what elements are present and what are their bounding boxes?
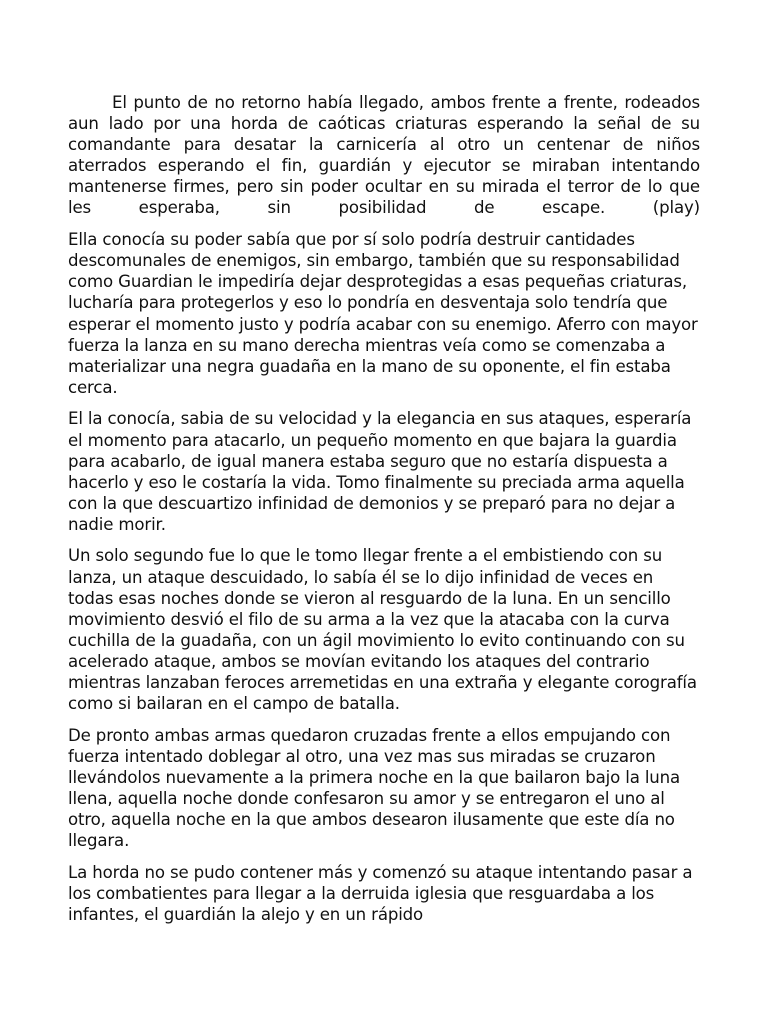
paragraph-1: El punto de no retorno había llegado, ambos frente a frente, rodeados aun lado por una horda de caóticas criaturas esperando la señal de su comandante para desatar la carnicería al otro un centenar de niños aterrados esperando el fin, guardián y ejecutor se miraban intentando mantenerse firmes, pero sin poder ocultar en su mirada el terror de lo que les esperaba, sin posibilidad de escape. (play) bbox=[68, 93, 700, 218]
paragraph-4: Un solo segundo fue lo que le tomo llegar frente a el embistiendo con su lanza, un ataque descuidado, lo sabía él se lo dijo infinidad de veces en todas esas noches donde se vieron al resguardo de la luna. En un sencillo movimiento desvió el filo de su arma a la vez que la atacaba con la curva cuchilla de la guadaña, con un ágil movimiento lo evito continuando con su acelerado ataque, ambos se movían evitando los ataques del contrario mientras lanzaban feroces arremetidas en una extraña y elegante corografía como si bailaran en el campo de batalla. bbox=[68, 546, 697, 714]
paragraph-2: Ella conocía su poder sabía que por sí solo podría destruir cantidades descomunales de enemigos, sin embargo, también que su responsabilidad como Guardian le impediría dejar desprotegidas a esas pequeñas criaturas, lucharía para protegerlos y eso lo pondría en desventaja solo tendría que esperar el momento justo y podría acabar con su enemigo. Aferro con mayor fuerza la lanza en su mano derecha mientras veía como se comenzaba a materializar una negra guadaña en la mano de su oponente, el fin estaba cerca. bbox=[68, 230, 698, 397]
paragraph-6: La horda no se pudo contener más y comenzó su ataque intentando pasar a los combatientes para llegar a la derruida iglesia que resguardaba a los infantes, el guardián la alejo y en un rápido bbox=[68, 862, 693, 924]
document-page bbox=[68, 92, 700, 936]
paragraph-3: El la conocía, sabia de su velocidad y la elegancia en sus ataques, esperaría el momento para atacarlo, un pequeño momento en que bajara la guardia para acabarlo, de igual manera estaba seguro que no estaría dispuesta a hacerlo y eso le costaría la vida. Tomo finalmente su preciada arma aquella con la que descuartizo infinidad de demonios y se preparó para no dejar a nadie morir. bbox=[68, 409, 692, 534]
paragraph-5: De pronto ambas armas quedaron cruzadas frente a ellos empujando con fuerza intentado doblegar al otro, una vez mas sus miradas se cruzaron llevándolos nuevamente a la primera noche en la que bailaron bajo la luna llena, aquella noche donde confesaron su amor y se entregaron el uno al otro, aquella noche en la que ambos desearon ilusamente que este día no llegara. bbox=[68, 725, 681, 851]
